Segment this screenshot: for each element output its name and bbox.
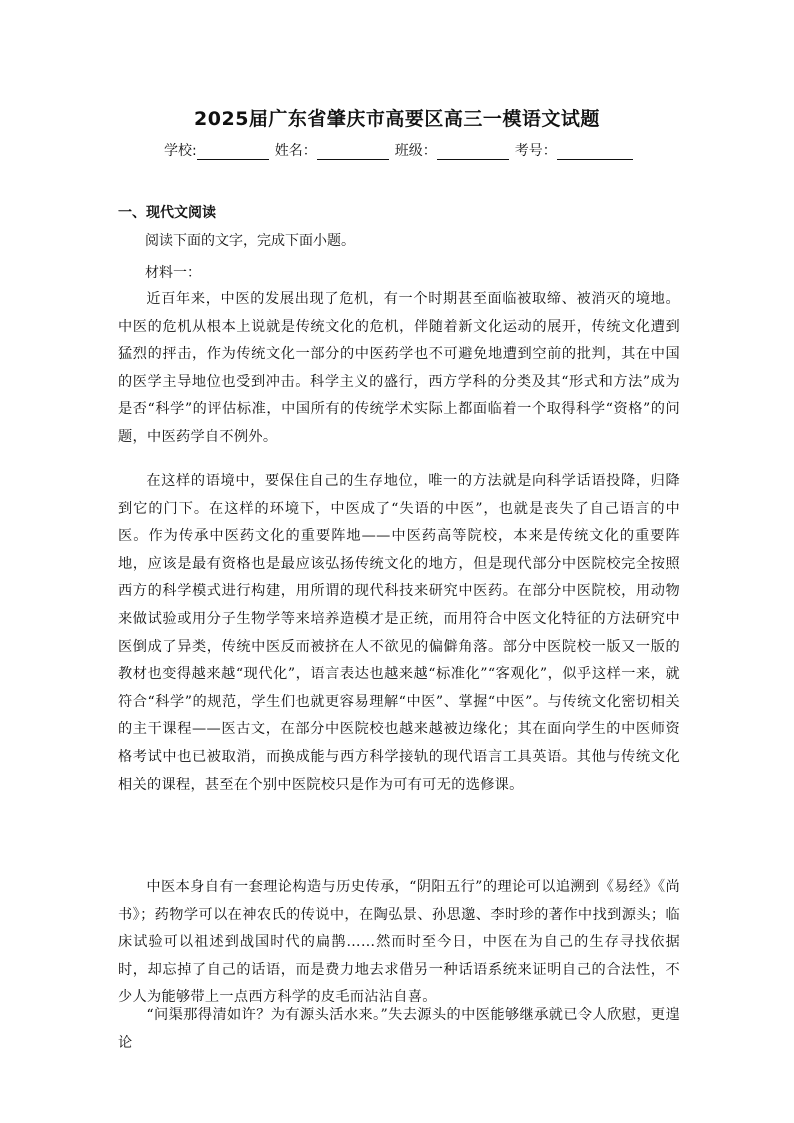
exam-number-field	[515, 140, 633, 160]
material-label: 材料一：	[145, 265, 201, 281]
name-label: 姓名：	[274, 143, 317, 159]
paragraph-1: 近百年来，中医的发展出现了危机，有一个时期甚至面临被取缔、被消灭的境地。中医的危机从根本上说就是传统文化的危机，伴随着新文化运动的展开，传统文化遭到猛烈的抨击，作为传统文化一部分的中医药学也不可避免地遭到空前的批判，其在中国的医学主导地位也受到冲击。科学主义的盛行，西方学科的分类及其“形式和方法”成为是否“科学”的评估标准，中国所有的传统学术实际上都面临着一个取得科学“资格”的问题，中医药学自不例外。	[118, 291, 680, 445]
paragraph-2: 在这样的语境中，要保住自己的生存地位，唯一的方法就是向科学话语投降，归降到它的门下。在这样的环境下，中医成了“失语的中医”，也就是丧失了自己语言的中医。作为传承中医药文化的重要阵地——中医药高等院校，本来是传统文化的重要阵地，应该是最有资格也是最应该弘扬传统文化的地方，但是现代部分中医院校完全按照西方的科学模式进行构建，用所谓的现代科技来研究中医药。在部分中医院校，用动物来做试验或用分子生物学等来培养造模才是正统，而用符合中医文化特征的方法研究中医倒成了异类，传统中医反而被挤在人不欲见的偏僻角落。部分中医院校一版又一版的教材也变得越来越“现代化”，语言表达也越来越“标准化”“客观化”，似乎这样一来，就符合“科学”的规范，学生们也就更容易理解“中医”、掌握“中医”。与传统文化密切相关的主干课程——医古文，在部分中医院校也越来越被边缘化；其在面向学生的中医师资格考试中也已被取消，而换成能与西方科学接轨的现代语言工具英语。其他与传统文化相关的课程，甚至在个别中医院校只是作为可有可无的选修课。	[118, 473, 680, 793]
section-heading: 一、现代文阅读	[118, 205, 216, 221]
name-blank	[317, 144, 389, 160]
exam-number-label: 考号：	[514, 143, 557, 159]
exam-number-blank	[557, 144, 633, 160]
paragraph-3: 中医本身自有一套理论构造与历史传承，“阴阳五行”的理论可以追溯到《易经》《尚书》；药物学可以在神农氏的传说中，在陶弘景、孙思邈、李时珍的著作中找到源头；临床试验可以祖述到战国时代的扁鹊……然而时至今日，中医在为自己的生存寻找依据时，却忘掉了自己的话语，而是费力地去求借另一种话语系统来证明自己的合法性，不少人为能够带上一点西方科学的皮毛而沾沾自喜。	[118, 879, 680, 1006]
paragraph-4: “问渠那得清如许？为有源头活水来。”失去源头的中医能够继承就已令人欣慰，更遑论	[118, 1007, 680, 1051]
class-blank	[437, 144, 509, 160]
school-blank	[197, 144, 269, 160]
class-label: 班级：	[394, 143, 437, 159]
student-info-line	[164, 138, 639, 160]
reading-instruction: 阅读下面的文字，完成下面小题。	[145, 233, 355, 249]
school-field	[164, 140, 269, 160]
school-label: 学校:	[164, 143, 197, 159]
name-field	[275, 140, 389, 160]
class-field	[395, 140, 509, 160]
page-title: 2025届广东省肇庆市高要区高三一模语文试题	[194, 108, 600, 130]
